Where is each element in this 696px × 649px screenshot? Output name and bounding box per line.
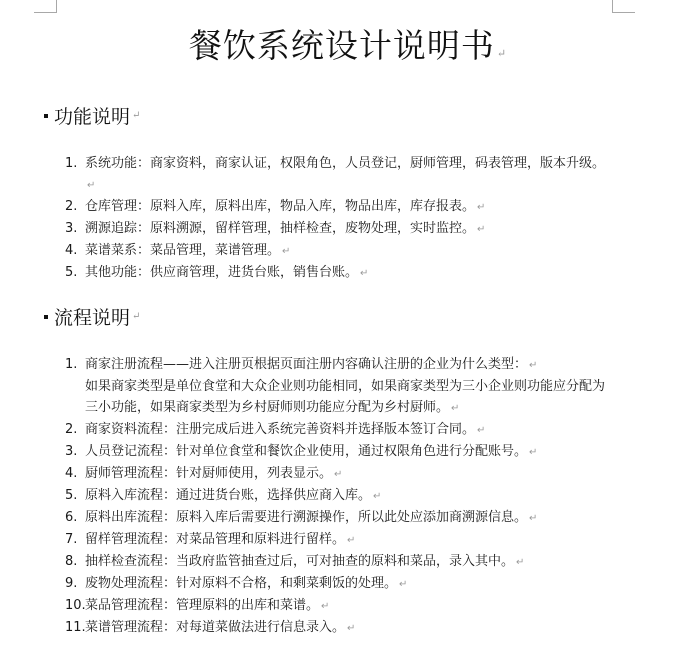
- list-item: [54, 507, 614, 529]
- list-item: [54, 419, 614, 441]
- paragraph-mark-icon: ↵: [477, 202, 486, 213]
- list-item: [54, 262, 614, 284]
- list-number: 11.: [65, 620, 86, 635]
- paragraph-mark-icon: ↵: [282, 246, 291, 257]
- paragraph-mark-icon: ↵: [87, 180, 96, 191]
- paragraph-mark-icon: ↵: [321, 601, 330, 612]
- list-item: [54, 573, 614, 595]
- paragraph-mark-icon: ↵: [477, 425, 486, 436]
- paragraph-mark-icon: ↵: [334, 469, 343, 480]
- list-item-text: 原料入库流程：通过进货台账，选择供应商入库。: [85, 488, 372, 503]
- crop-mark-top-left: [34, 0, 57, 13]
- list-item-text: 商家资料流程：注册完成后进入系统完善资料并选择版本签订合同。: [85, 422, 476, 437]
- list-number: 1.: [65, 357, 78, 372]
- section-heading-text: 流程说明: [54, 307, 131, 329]
- paragraph-mark-icon: ↵: [132, 311, 141, 322]
- paragraph-mark-icon: ↵: [529, 513, 538, 524]
- list-number: 1.: [65, 156, 78, 171]
- paragraph-mark-icon: ↵: [529, 447, 538, 458]
- list-item-text: 菜谱管理流程：对每道菜做法进行信息录入。: [85, 620, 346, 635]
- list-number: 8.: [65, 554, 78, 569]
- list-number: 3.: [65, 221, 78, 236]
- paragraph-mark-icon: ↵: [516, 557, 525, 568]
- function-list: [54, 153, 614, 284]
- list-item: [54, 196, 614, 218]
- list-number: 5.: [65, 488, 78, 503]
- list-number: 7.: [65, 532, 78, 547]
- list-item-text: 人员登记流程：针对单位食堂和餐饮企业使用，通过权限角色进行分配账号。: [85, 444, 528, 459]
- paragraph-mark-icon: ↵: [451, 403, 460, 414]
- list-item: [54, 485, 614, 507]
- section-heading-text: 功能说明: [54, 106, 131, 128]
- document-title-text: 餐饮系统设计说明书: [188, 26, 495, 65]
- list-item-text: 原料出库流程：原料入库后需要进行溯源操作，所以此处应添加商溯源信息。: [85, 510, 528, 525]
- list-number: 9.: [65, 576, 78, 591]
- list-item-text: 废物处理流程：针对原料不合格，和剩菜剩饭的处理。: [85, 576, 398, 591]
- list-item: [54, 218, 614, 240]
- list-number: 3.: [65, 444, 78, 459]
- list-number: 5.: [65, 265, 78, 280]
- paragraph-mark-icon: ↵: [132, 110, 141, 121]
- list-item-text: 溯源追踪：原料溯源，留样管理，抽样检查，废物处理，实时监控。: [85, 221, 476, 236]
- paragraph-mark-icon: ↵: [347, 623, 356, 634]
- list-item-text: 仓库管理：原料入库，原料出库，物品入库，物品出库，库存报表。: [85, 199, 476, 214]
- list-number: 4.: [65, 243, 78, 258]
- crop-mark-top-right: [612, 0, 635, 13]
- list-item-text: 其他功能：供应商管理，进货台账，销售台账。: [85, 265, 359, 280]
- list-item: [54, 153, 614, 196]
- list-item: [54, 595, 614, 617]
- paragraph-mark-icon: ↵: [360, 268, 369, 279]
- list-number: 2.: [65, 199, 78, 214]
- list-item-text: 抽样检查流程：当政府监管抽查过后，可对抽查的原料和菜品，录入其中。: [85, 554, 515, 569]
- process-list: [54, 354, 614, 639]
- list-item: [54, 441, 614, 463]
- list-number: 6.: [65, 510, 78, 525]
- list-item: [54, 240, 614, 262]
- heading-bullet-icon: [44, 114, 48, 118]
- list-item: [54, 551, 614, 573]
- list-item: [54, 463, 614, 485]
- list-item-text: 商家注册流程——进入注册页根据页面注册内容确认注册的企业为什么类型：: [85, 357, 528, 372]
- list-item-text: 系统功能：商家资料，商家认证，权限角色，人员登记，厨师管理，码表管理，版本升级。: [85, 156, 606, 171]
- paragraph-mark-icon: ↵: [477, 224, 486, 235]
- heading-bullet-icon: [44, 315, 48, 319]
- list-item: [54, 617, 614, 639]
- list-item-text: 菜谱菜系：菜品管理，菜谱管理。: [85, 243, 281, 258]
- list-number: 2.: [65, 422, 78, 437]
- list-item-text: 菜品管理流程：管理原料的出库和菜谱。: [85, 598, 320, 613]
- paragraph-mark-icon: ↵: [496, 47, 508, 60]
- paragraph-mark-icon: ↵: [373, 491, 382, 502]
- list-item-continuation-text: 如果商家类型是单位食堂和大众企业则功能相同，如果商家类型为三小企业则功能应分配为三小功能，如果商家类型为乡村厨师则功能应分配为乡村厨师。: [85, 379, 606, 415]
- document-title: [0, 20, 696, 67]
- list-item: [54, 354, 614, 419]
- list-item-continuation: [85, 376, 614, 419]
- paragraph-mark-icon: ↵: [347, 535, 356, 546]
- section-heading-process: [44, 303, 140, 330]
- paragraph-mark-icon: ↵: [399, 579, 408, 590]
- list-item: [54, 529, 614, 551]
- list-number: 10.: [65, 598, 86, 613]
- list-number: 4.: [65, 466, 78, 481]
- section-heading-functions: [44, 102, 140, 129]
- paragraph-mark-icon: ↵: [529, 360, 538, 371]
- list-item-text: 厨师管理流程：针对厨师使用，列表显示。: [85, 466, 333, 481]
- list-item-text: 留样管理流程：对菜品管理和原料进行留样。: [85, 532, 346, 547]
